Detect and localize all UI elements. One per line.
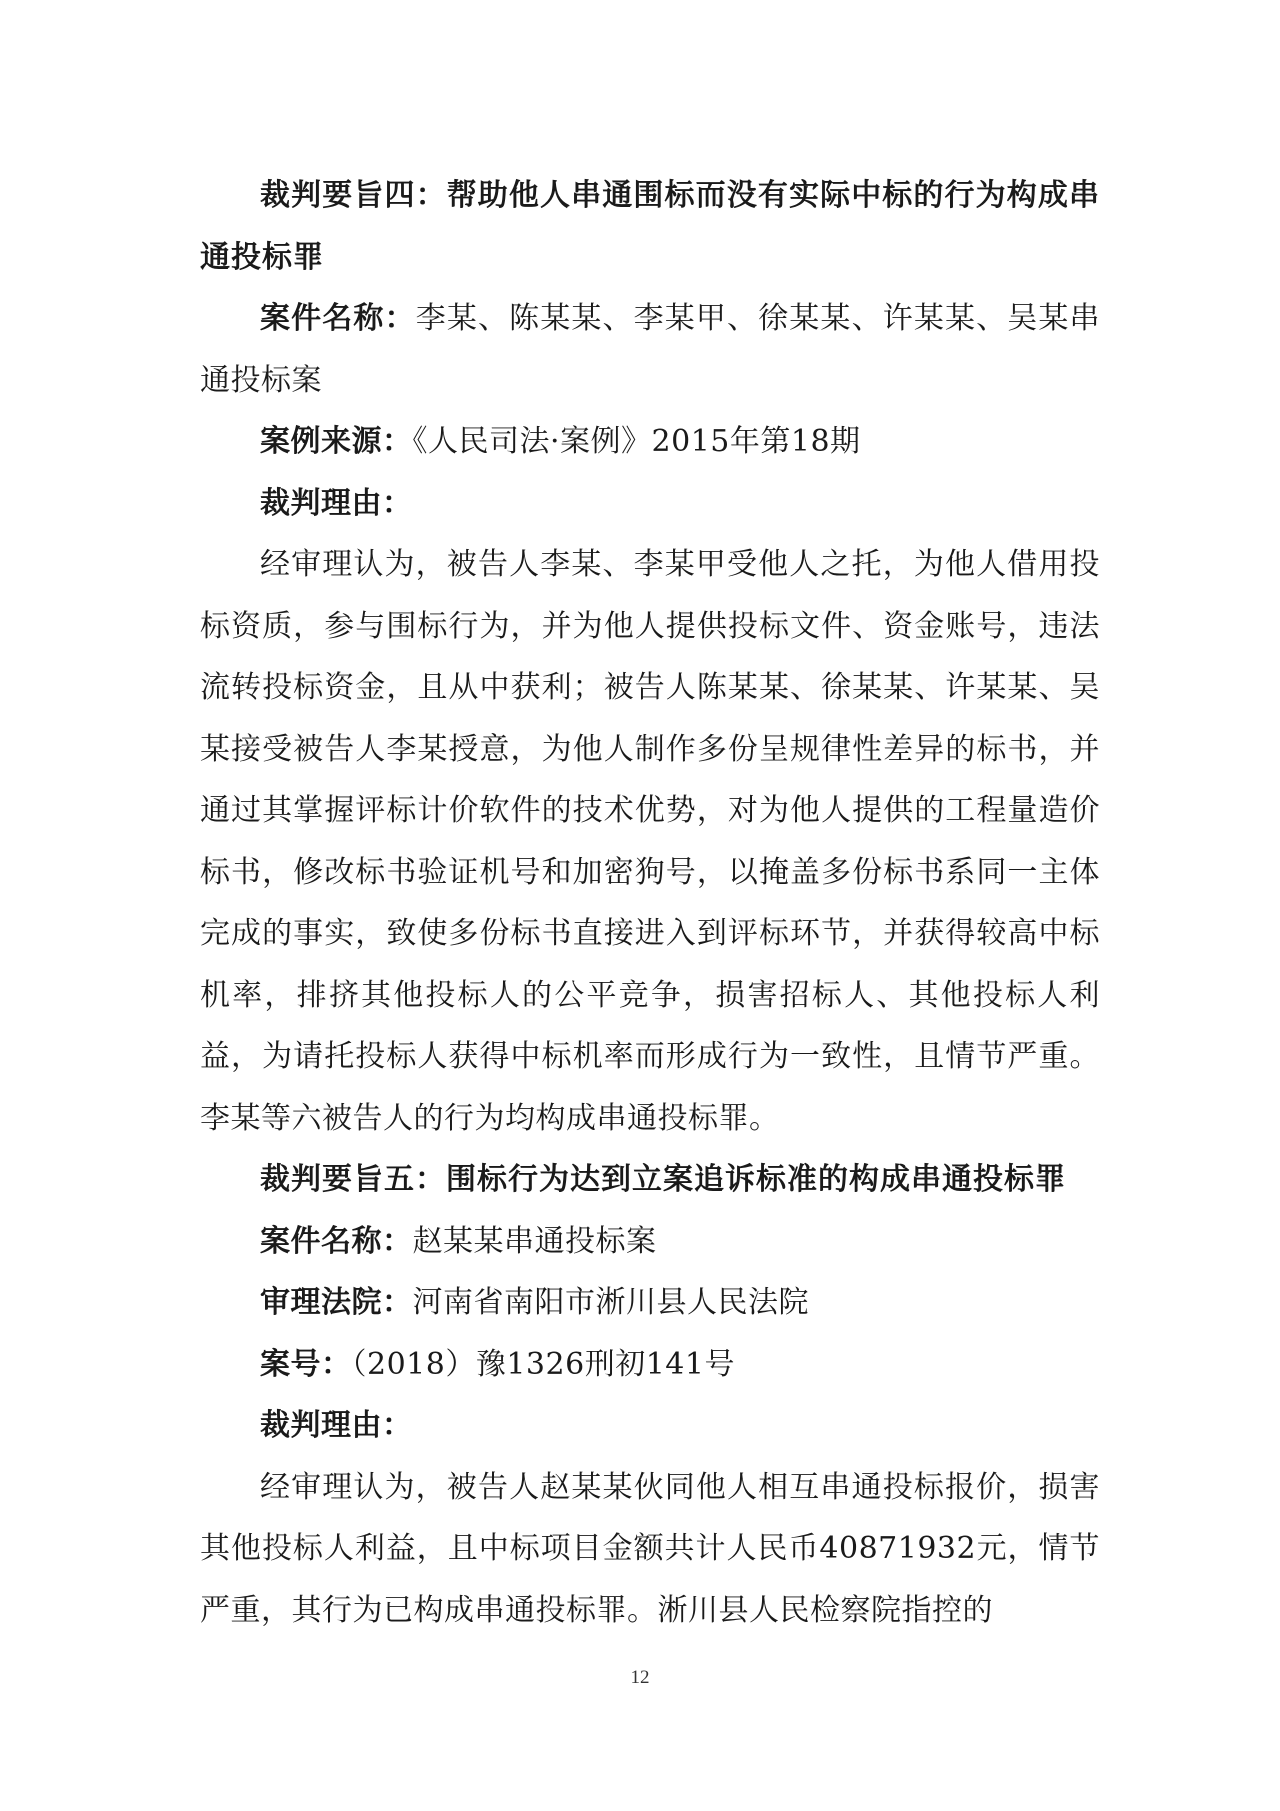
section-5-court: [200, 1272, 1100, 1334]
section-4-case-name: [200, 288, 1100, 411]
source-label: 案例来源：: [260, 424, 413, 459]
case-name-label: 案件名称：: [260, 301, 416, 336]
section-4-source: [200, 411, 1100, 473]
case-name-value: 李某、陈某某、李某甲、徐某某、许某某、吴某串通投标案: [200, 301, 1101, 398]
section-4-heading: 裁判要旨四：帮助他人串通围标而没有实际中标的行为构成串通投标罪: [200, 178, 1100, 275]
section-5-heading: 裁判要旨五：围标行为达到立案追诉标准的构成串通投标罪: [260, 1162, 1066, 1197]
document-body: [200, 165, 1100, 1641]
section-5-reason-text: 经审理认为，被告人赵某某伙同他人相互串通投标报价，损害其他投标人利益，且中标项目金额共计人民币40871932元，情节严重，其行为已构成串通投标罪。淅川县人民检察院指控的: [200, 1469, 1100, 1628]
section-5-reason-label: 裁判理由：: [260, 1408, 413, 1443]
case-name-value: 赵某某串通投标案: [412, 1223, 657, 1259]
section-4-reason-text: 经审理认为，被告人李某、李某甲受他人之托，为他人借用投标资质，参与围标行为，并为他人提供投标文件、资金账号，违法流转投标资金，且从中获利；被告人陈某某、徐某某、许某某、吴某接受被告人李某授意，为他人制作多份呈规律性差异的标书，并通过其掌握评标计价软件的技术优势，对为他人提供的工程量造价标书，修改标书验证机号和加密狗号，以掩盖多份标书系同一主体完成的事实，致使多份标书直接进入到评标环节，并获得较高中标机率，排挤其他投标人的公平竞争，损害招标人、其他投标人利益，为请托投标人获得中标机率而形成行为一致性，且情节严重。李某等六被告人的行为均构成串通投标罪。: [200, 547, 1100, 1136]
case-number-value: （2018）豫1326刑初141号: [351, 1346, 735, 1382]
case-name-label: 案件名称：: [260, 1223, 413, 1259]
court-label: 审理法院：: [260, 1285, 413, 1320]
court-value: 河南省南阳市淅川县人民法院: [412, 1285, 809, 1320]
source-value: 《人民司法·案例》2015年第18期: [412, 424, 861, 459]
page-number: 12: [630, 1667, 650, 1688]
section-5-case-name: [200, 1211, 1100, 1273]
section-4-reason-label: 裁判理由：: [260, 485, 413, 521]
section-5-case-number: [200, 1334, 1100, 1396]
case-number-label: 案号：: [260, 1346, 352, 1382]
